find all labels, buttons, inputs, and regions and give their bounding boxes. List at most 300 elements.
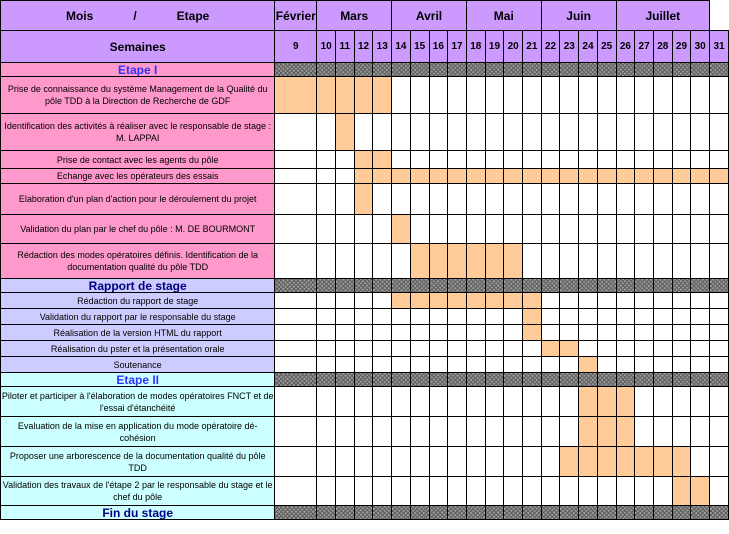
section-divider-cell: [466, 373, 485, 387]
task-label: Piloter et participer à l'élaboration de modes opératoires FNCT et de l'essai d'étanchéité: [1, 387, 275, 417]
section-divider-cell: [485, 506, 504, 520]
gantt-empty-cell: [410, 387, 429, 417]
task-label: Rédaction des modes opératoires définis. Identification de la documentation qualité du pôle TDD: [1, 244, 275, 279]
gantt-empty-cell: [523, 151, 542, 169]
section-divider-cell: [541, 373, 560, 387]
section-divider-cell: [448, 279, 467, 293]
gantt-empty-cell: [579, 293, 598, 309]
gantt-empty-cell: [691, 215, 710, 244]
section-divider-cell: [466, 279, 485, 293]
gantt-empty-cell: [504, 215, 523, 244]
section-divider-cell: [560, 63, 579, 77]
task-label: Soutenance: [1, 357, 275, 373]
section-divider-cell: [523, 279, 542, 293]
gantt-bar-cell: [392, 293, 411, 309]
week-number: 9: [275, 31, 317, 63]
gantt-empty-cell: [448, 184, 467, 215]
gantt-bar-cell: [317, 77, 336, 114]
task-label: Rédaction du rapport de stage: [1, 293, 275, 309]
section-divider-cell: [504, 506, 523, 520]
gantt-bar-cell: [410, 169, 429, 184]
gantt-empty-cell: [466, 341, 485, 357]
gantt-empty-cell: [429, 341, 448, 357]
gantt-empty-cell: [672, 77, 691, 114]
gantt-empty-cell: [317, 169, 336, 184]
gantt-empty-cell: [392, 417, 411, 447]
gantt-empty-cell: [710, 184, 729, 215]
gantt-bar-cell: [672, 477, 691, 506]
gantt-empty-cell: [336, 325, 355, 341]
gantt-empty-cell: [392, 309, 411, 325]
gantt-empty-cell: [336, 387, 355, 417]
gantt-empty-cell: [429, 215, 448, 244]
gantt-bar-cell: [541, 341, 560, 357]
gantt-empty-cell: [410, 417, 429, 447]
gantt-empty-cell: [275, 325, 317, 341]
gantt-empty-cell: [560, 477, 579, 506]
section-divider-cell: [429, 63, 448, 77]
gantt-bar-cell: [616, 169, 635, 184]
gantt-bar-cell: [616, 447, 635, 477]
week-number: 15: [410, 31, 429, 63]
gantt-empty-cell: [523, 244, 542, 279]
task-row: [1, 244, 729, 279]
gantt-bar-cell: [354, 77, 373, 114]
section-divider-cell: [354, 279, 373, 293]
gantt-bar-cell: [448, 244, 467, 279]
week-number: 30: [691, 31, 710, 63]
task-row: [1, 387, 729, 417]
gantt-empty-cell: [336, 293, 355, 309]
section-divider-cell: [410, 63, 429, 77]
section-divider-cell: [560, 279, 579, 293]
gantt-empty-cell: [710, 244, 729, 279]
gantt-empty-cell: [410, 341, 429, 357]
gantt-bar-cell: [541, 169, 560, 184]
gantt-empty-cell: [317, 184, 336, 215]
gantt-empty-cell: [710, 114, 729, 151]
gantt-empty-cell: [653, 244, 672, 279]
gantt-empty-cell: [691, 447, 710, 477]
section-divider-cell: [616, 279, 635, 293]
gantt-empty-cell: [275, 309, 317, 325]
gantt-empty-cell: [429, 417, 448, 447]
gantt-empty-cell: [504, 477, 523, 506]
gantt-empty-cell: [635, 357, 654, 373]
gantt-empty-cell: [275, 244, 317, 279]
gantt-empty-cell: [710, 77, 729, 114]
gantt-empty-cell: [373, 387, 392, 417]
gantt-empty-cell: [336, 184, 355, 215]
week-number: 10: [317, 31, 336, 63]
section-divider-cell: [429, 279, 448, 293]
task-row: [1, 325, 729, 341]
gantt-empty-cell: [504, 114, 523, 151]
task-row: [1, 477, 729, 506]
gantt-empty-cell: [392, 447, 411, 477]
gantt-bar-cell: [448, 169, 467, 184]
task-label: Validation des travaux de l'étape 2 par le responsable du stage et le chef du pôle: [1, 477, 275, 506]
month-header: Juillet: [616, 1, 710, 31]
gantt-empty-cell: [616, 215, 635, 244]
task-row: [1, 169, 729, 184]
gantt-empty-cell: [691, 114, 710, 151]
gantt-empty-cell: [616, 77, 635, 114]
gantt-bar-cell: [616, 387, 635, 417]
gantt-empty-cell: [579, 151, 598, 169]
gantt-bar-cell: [672, 447, 691, 477]
gantt-empty-cell: [392, 244, 411, 279]
gantt-bar-cell: [523, 169, 542, 184]
gantt-empty-cell: [504, 357, 523, 373]
gantt-empty-cell: [373, 293, 392, 309]
gantt-empty-cell: [560, 215, 579, 244]
gantt-empty-cell: [448, 341, 467, 357]
gantt-bar-cell: [275, 77, 317, 114]
section-divider-cell: [579, 373, 598, 387]
gantt-empty-cell: [579, 244, 598, 279]
gantt-empty-cell: [541, 309, 560, 325]
gantt-empty-cell: [653, 341, 672, 357]
section-divider-cell: [392, 506, 411, 520]
gantt-empty-cell: [354, 309, 373, 325]
gantt-empty-cell: [317, 293, 336, 309]
gantt-empty-cell: [448, 114, 467, 151]
gantt-bar-cell: [485, 244, 504, 279]
gantt-empty-cell: [429, 114, 448, 151]
section-divider-cell: [672, 373, 691, 387]
gantt-bar-cell: [392, 215, 411, 244]
gantt-empty-cell: [635, 244, 654, 279]
etape-label: Etape: [176, 8, 210, 23]
section-title: Etape II: [1, 373, 275, 387]
gantt-empty-cell: [466, 447, 485, 477]
gantt-empty-cell: [672, 184, 691, 215]
gantt-empty-cell: [392, 477, 411, 506]
section-title: Rapport de stage: [1, 279, 275, 293]
gantt-empty-cell: [373, 341, 392, 357]
task-row: [1, 184, 729, 215]
gantt-empty-cell: [710, 387, 729, 417]
gantt-empty-cell: [504, 77, 523, 114]
gantt-empty-cell: [541, 184, 560, 215]
gantt-empty-cell: [392, 357, 411, 373]
gantt-empty-cell: [466, 215, 485, 244]
gantt-empty-cell: [429, 184, 448, 215]
gantt-empty-cell: [336, 215, 355, 244]
gantt-empty-cell: [410, 215, 429, 244]
gantt-bar-cell: [710, 169, 729, 184]
gantt-bar-cell: [560, 341, 579, 357]
gantt-empty-cell: [653, 151, 672, 169]
gantt-empty-cell: [616, 184, 635, 215]
section-divider-cell: [560, 373, 579, 387]
gantt-empty-cell: [616, 151, 635, 169]
gantt-bar-cell: [579, 447, 598, 477]
gantt-empty-cell: [336, 309, 355, 325]
gantt-empty-cell: [485, 215, 504, 244]
gantt-bar-cell: [597, 387, 616, 417]
gantt-empty-cell: [653, 477, 672, 506]
month-header: Février: [275, 1, 317, 31]
gantt-empty-cell: [336, 151, 355, 169]
gantt-empty-cell: [541, 357, 560, 373]
gantt-empty-cell: [485, 309, 504, 325]
week-header-row: [1, 31, 729, 63]
week-number: 21: [523, 31, 542, 63]
gantt-bar-cell: [579, 417, 598, 447]
week-number: 12: [354, 31, 373, 63]
gantt-empty-cell: [336, 477, 355, 506]
gantt-empty-cell: [429, 357, 448, 373]
section-divider-cell: [579, 506, 598, 520]
gantt-bar-cell: [672, 169, 691, 184]
section-divider-cell: [429, 506, 448, 520]
gantt-empty-cell: [579, 325, 598, 341]
gantt-empty-cell: [597, 151, 616, 169]
section-row: [1, 373, 729, 387]
gantt-bar-cell: [373, 151, 392, 169]
week-number: 27: [635, 31, 654, 63]
gantt-empty-cell: [317, 114, 336, 151]
gantt-bar-cell: [466, 293, 485, 309]
section-divider-cell: [354, 506, 373, 520]
gantt-empty-cell: [653, 309, 672, 325]
gantt-empty-cell: [691, 341, 710, 357]
gantt-empty-cell: [560, 114, 579, 151]
task-row: [1, 215, 729, 244]
gantt-bar-cell: [336, 114, 355, 151]
gantt-empty-cell: [485, 477, 504, 506]
gantt-empty-cell: [653, 417, 672, 447]
gantt-empty-cell: [336, 341, 355, 357]
gantt-empty-cell: [579, 341, 598, 357]
section-row: [1, 279, 729, 293]
section-divider-cell: [616, 506, 635, 520]
gantt-empty-cell: [275, 184, 317, 215]
gantt-empty-cell: [317, 309, 336, 325]
gantt-empty-cell: [317, 244, 336, 279]
gantt-empty-cell: [560, 325, 579, 341]
gantt-empty-cell: [523, 77, 542, 114]
gantt-empty-cell: [504, 325, 523, 341]
section-divider-cell: [523, 373, 542, 387]
gantt-empty-cell: [672, 293, 691, 309]
gantt-bar-cell: [579, 387, 598, 417]
gantt-empty-cell: [392, 325, 411, 341]
gantt-empty-cell: [541, 244, 560, 279]
gantt-empty-cell: [523, 477, 542, 506]
gantt-empty-cell: [275, 357, 317, 373]
gantt-empty-cell: [448, 215, 467, 244]
gantt-empty-cell: [691, 325, 710, 341]
gantt-bar-cell: [354, 151, 373, 169]
gantt-empty-cell: [275, 114, 317, 151]
week-number: 11: [336, 31, 355, 63]
gantt-empty-cell: [691, 184, 710, 215]
gantt-empty-cell: [448, 309, 467, 325]
gantt-bar-cell: [597, 169, 616, 184]
section-divider-cell: [672, 63, 691, 77]
gantt-empty-cell: [597, 325, 616, 341]
gantt-empty-cell: [448, 387, 467, 417]
section-divider-cell: [541, 279, 560, 293]
section-divider-cell: [392, 63, 411, 77]
gantt-empty-cell: [597, 341, 616, 357]
gantt-empty-cell: [354, 477, 373, 506]
gantt-empty-cell: [485, 357, 504, 373]
gantt-empty-cell: [410, 151, 429, 169]
section-divider-cell: [429, 373, 448, 387]
gantt-empty-cell: [410, 114, 429, 151]
section-divider-cell: [448, 63, 467, 77]
gantt-empty-cell: [616, 309, 635, 325]
gantt-empty-cell: [672, 244, 691, 279]
section-divider-cell: [336, 279, 355, 293]
gantt-empty-cell: [541, 447, 560, 477]
gantt-empty-cell: [653, 215, 672, 244]
section-divider-cell: [485, 279, 504, 293]
gantt-bar-cell: [504, 169, 523, 184]
gantt-empty-cell: [560, 357, 579, 373]
gantt-bar-cell: [579, 169, 598, 184]
gantt-empty-cell: [275, 293, 317, 309]
section-divider-cell: [579, 279, 598, 293]
gantt-empty-cell: [410, 325, 429, 341]
gantt-empty-cell: [466, 387, 485, 417]
gantt-bar-cell: [635, 447, 654, 477]
gantt-empty-cell: [653, 325, 672, 341]
gantt-empty-cell: [672, 325, 691, 341]
section-divider-cell: [392, 279, 411, 293]
gantt-empty-cell: [616, 244, 635, 279]
gantt-empty-cell: [523, 387, 542, 417]
gantt-empty-cell: [710, 309, 729, 325]
section-divider-cell: [466, 506, 485, 520]
task-row: [1, 417, 729, 447]
gantt-empty-cell: [710, 215, 729, 244]
gantt-empty-cell: [635, 341, 654, 357]
gantt-empty-cell: [429, 477, 448, 506]
gantt-empty-cell: [410, 309, 429, 325]
gantt-empty-cell: [541, 77, 560, 114]
gantt-bar-cell: [354, 169, 373, 184]
gantt-empty-cell: [485, 151, 504, 169]
gantt-empty-cell: [354, 341, 373, 357]
gantt-empty-cell: [429, 309, 448, 325]
gantt-empty-cell: [317, 215, 336, 244]
task-label: Evaluation de la mise en application du mode opératoire dé-cohésion: [1, 417, 275, 447]
gantt-bar-cell: [336, 77, 355, 114]
gantt-empty-cell: [635, 293, 654, 309]
gantt-empty-cell: [392, 341, 411, 357]
week-number: 29: [672, 31, 691, 63]
section-divider-cell: [275, 506, 317, 520]
gantt-empty-cell: [504, 341, 523, 357]
section-divider-cell: [336, 63, 355, 77]
gantt-empty-cell: [354, 417, 373, 447]
gantt-empty-cell: [523, 215, 542, 244]
gantt-empty-cell: [392, 151, 411, 169]
week-number: 18: [466, 31, 485, 63]
section-row: [1, 63, 729, 77]
section-divider-cell: [410, 279, 429, 293]
month-header: Mars: [317, 1, 392, 31]
gantt-empty-cell: [541, 325, 560, 341]
week-number: 26: [616, 31, 635, 63]
gantt-empty-cell: [466, 357, 485, 373]
gantt-empty-cell: [560, 293, 579, 309]
gantt-empty-cell: [579, 184, 598, 215]
gantt-empty-cell: [466, 477, 485, 506]
gantt-empty-cell: [354, 447, 373, 477]
gantt-empty-cell: [373, 477, 392, 506]
section-divider-cell: [653, 506, 672, 520]
section-divider-cell: [466, 63, 485, 77]
gantt-empty-cell: [504, 417, 523, 447]
gantt-bar-cell: [691, 477, 710, 506]
gantt-empty-cell: [691, 309, 710, 325]
gantt-empty-cell: [373, 114, 392, 151]
gantt-empty-cell: [672, 357, 691, 373]
gantt-empty-cell: [485, 417, 504, 447]
gantt-empty-cell: [523, 341, 542, 357]
gantt-empty-cell: [429, 325, 448, 341]
gantt-empty-cell: [653, 114, 672, 151]
gantt-empty-cell: [541, 114, 560, 151]
gantt-empty-cell: [485, 387, 504, 417]
section-divider-cell: [523, 506, 542, 520]
section-divider-cell: [485, 63, 504, 77]
gantt-bar-cell: [429, 293, 448, 309]
week-number: 24: [579, 31, 598, 63]
week-number: 31: [710, 31, 729, 63]
gantt-empty-cell: [597, 309, 616, 325]
section-divider-cell: [635, 373, 654, 387]
gantt-bar-cell: [579, 357, 598, 373]
gantt-empty-cell: [466, 417, 485, 447]
gantt-bar-cell: [653, 169, 672, 184]
section-divider-cell: [579, 63, 598, 77]
section-divider-cell: [317, 506, 336, 520]
gantt-bar-cell: [616, 417, 635, 447]
section-divider-cell: [710, 506, 729, 520]
section-divider-cell: [485, 373, 504, 387]
gantt-empty-cell: [485, 341, 504, 357]
gantt-empty-cell: [448, 325, 467, 341]
gantt-bar-cell: [523, 293, 542, 309]
gantt-empty-cell: [691, 151, 710, 169]
gantt-empty-cell: [710, 341, 729, 357]
gantt-empty-cell: [597, 293, 616, 309]
gantt-empty-cell: [354, 244, 373, 279]
gantt-bar-cell: [560, 447, 579, 477]
section-divider-cell: [317, 63, 336, 77]
section-divider-cell: [635, 506, 654, 520]
gantt-empty-cell: [672, 114, 691, 151]
week-number: 22: [541, 31, 560, 63]
task-label: Réalisation du pster et la présentation orale: [1, 341, 275, 357]
gantt-bar-cell: [392, 169, 411, 184]
month-header: Juin: [541, 1, 616, 31]
task-label: Echange avec les opérateurs des essais: [1, 169, 275, 184]
week-number: 16: [429, 31, 448, 63]
gantt-empty-cell: [373, 309, 392, 325]
section-divider-cell: [504, 279, 523, 293]
gantt-empty-cell: [672, 309, 691, 325]
gantt-empty-cell: [560, 244, 579, 279]
section-divider-cell: [597, 279, 616, 293]
